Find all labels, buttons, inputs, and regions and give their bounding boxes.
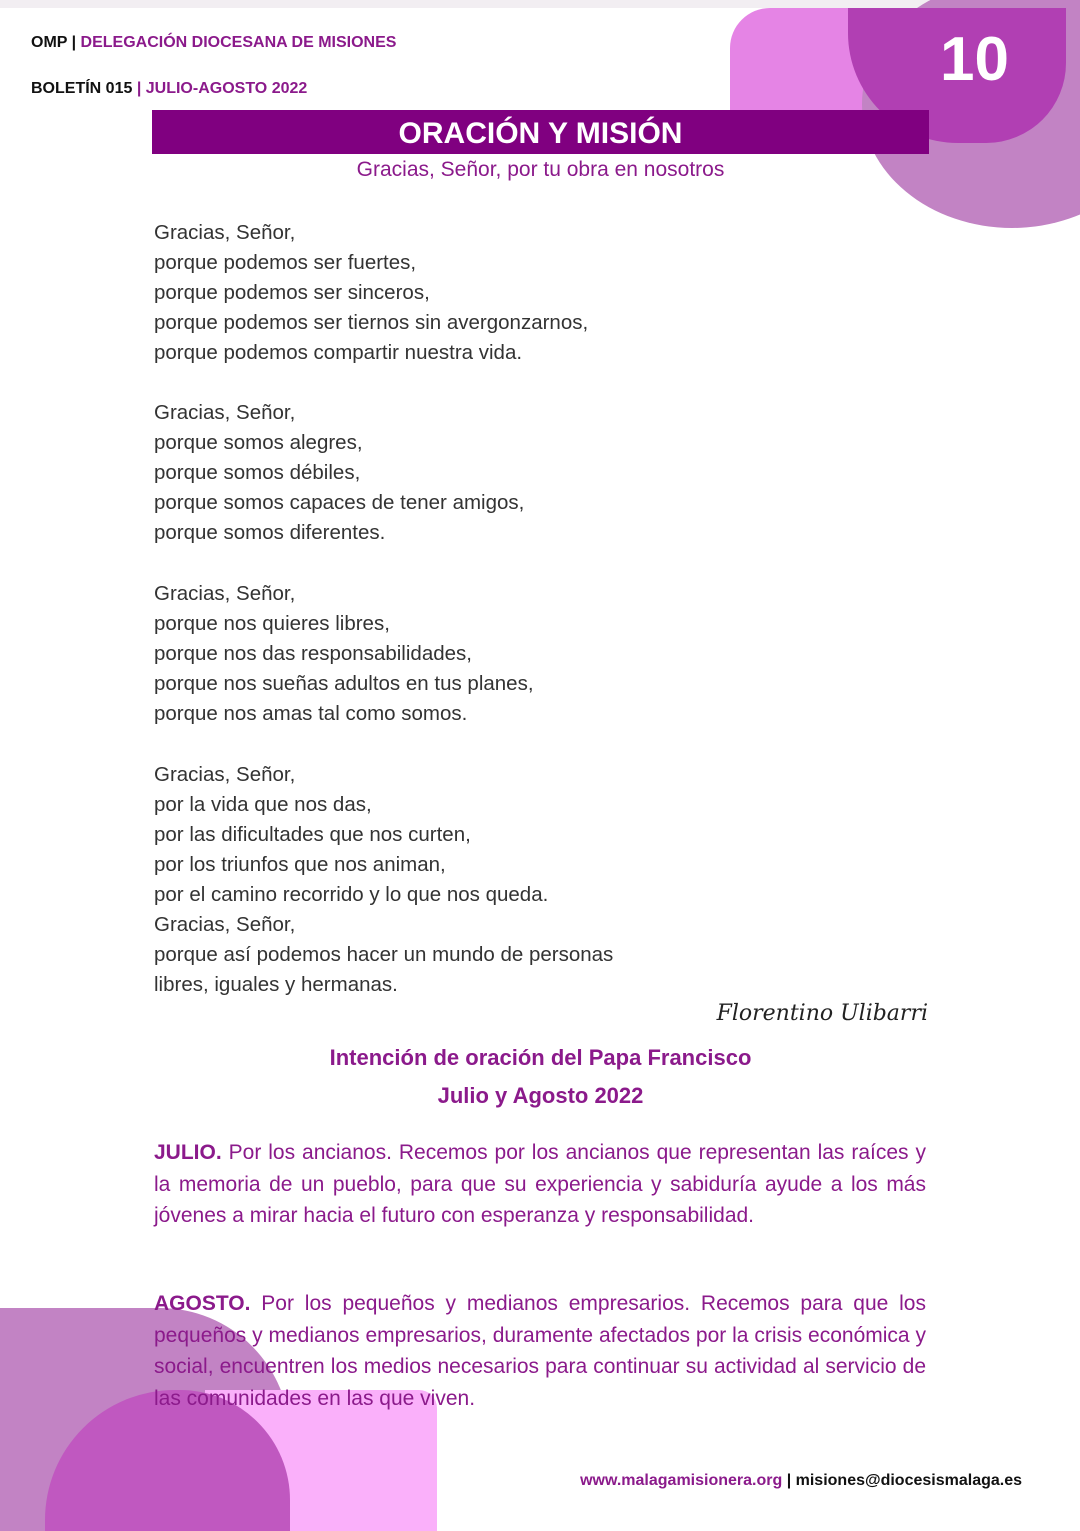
poem-line: porque somos débiles,: [154, 461, 361, 484]
delegation-name: DELEGACIÓN DIOCESANA DE MISIONES: [80, 34, 397, 51]
poem-line: porque nos quieres libres,: [154, 612, 390, 635]
email-link[interactable]: misiones@diocesismalaga.es: [795, 1472, 1022, 1489]
poem-line: libres, iguales y hermanas.: [154, 973, 398, 996]
poem-line: por las dificultades que nos curten,: [154, 823, 471, 846]
poem-line: Gracias, Señor,: [154, 401, 296, 424]
poem-stanza: [154, 760, 613, 1000]
poem-line: Gracias, Señor,: [154, 913, 296, 936]
separator: |: [782, 1472, 796, 1489]
poem-author: Florentino Ulibarri: [716, 1001, 928, 1026]
header-bulletin: [31, 80, 307, 98]
footer: [580, 1472, 1022, 1490]
poem-line: por la vida que nos das,: [154, 793, 372, 816]
poem-line: Gracias, Señor,: [154, 763, 296, 786]
poem-line: Gracias, Señor,: [154, 221, 296, 244]
page-number: 10: [940, 25, 1009, 94]
separator: |: [136, 80, 142, 97]
poem-line: porque podemos ser tiernos sin avergonzarnos,: [154, 311, 589, 334]
separator: |: [71, 34, 77, 51]
poem-line: por los triunfos que nos animan,: [154, 853, 446, 876]
header-org: [31, 34, 396, 52]
poem-line: por el camino recorrido y lo que nos queda.: [154, 883, 549, 906]
org-name: OMP: [31, 34, 68, 51]
july-text: Por los ancianos. Recemos por los ancianos que representan las raíces y la memoria de un pueblo, para que su experiencia y sabiduría ayude a los más jóvenes a mirar hacia el futuro con esperanza y responsabilidad.: [154, 1141, 926, 1227]
bulletin-period: JULIO-AGOSTO 2022: [145, 80, 308, 97]
intention-title: Intención de oración del Papa Francisco: [329, 1045, 752, 1070]
poem-line: porque somos capaces de tener amigos,: [154, 491, 525, 514]
poem-line: porque podemos ser sinceros,: [154, 281, 430, 304]
july-intention: [154, 1137, 926, 1232]
section-subtitle: Gracias, Señor, por tu obra en nosotros: [356, 158, 725, 181]
poem-line: porque nos amas tal como somos.: [154, 702, 468, 725]
poem-line: porque así podemos hacer un mundo de personas: [154, 943, 614, 966]
poem-stanza: [154, 398, 613, 548]
poem-line: Gracias, Señor,: [154, 582, 296, 605]
poem-stanza: [154, 218, 613, 368]
poem-line: porque somos diferentes.: [154, 521, 386, 544]
poem-line: porque podemos compartir nuestra vida.: [154, 341, 523, 364]
august-text: Por los pequeños y medianos empresarios. Recemos para que los pequeños y medianos empresarios, duramente afectados por la crisis económica y social, encuentren los medios necesarios para continuar su actividad al servicio de las comunidades en las que viven.: [154, 1292, 926, 1410]
poem-stanza: [154, 579, 613, 729]
bulletin-number: BOLETÍN 015: [31, 80, 133, 97]
poem-line: porque nos sueñas adultos en tus planes,: [154, 672, 534, 695]
poem: [154, 218, 613, 1000]
website-link[interactable]: www.malagamisionera.org: [580, 1472, 783, 1489]
august-intention: [154, 1288, 926, 1414]
poem-line: porque podemos ser fuertes,: [154, 251, 417, 274]
poem-line: porque nos das responsabilidades,: [154, 642, 472, 665]
intention-date: Julio y Agosto 2022: [437, 1083, 644, 1108]
august-label: AGOSTO.: [154, 1292, 251, 1315]
section-title: ORACIÓN Y MISIÓN: [152, 110, 929, 154]
july-label: JULIO.: [154, 1141, 222, 1164]
poem-line: porque somos alegres,: [154, 431, 363, 454]
